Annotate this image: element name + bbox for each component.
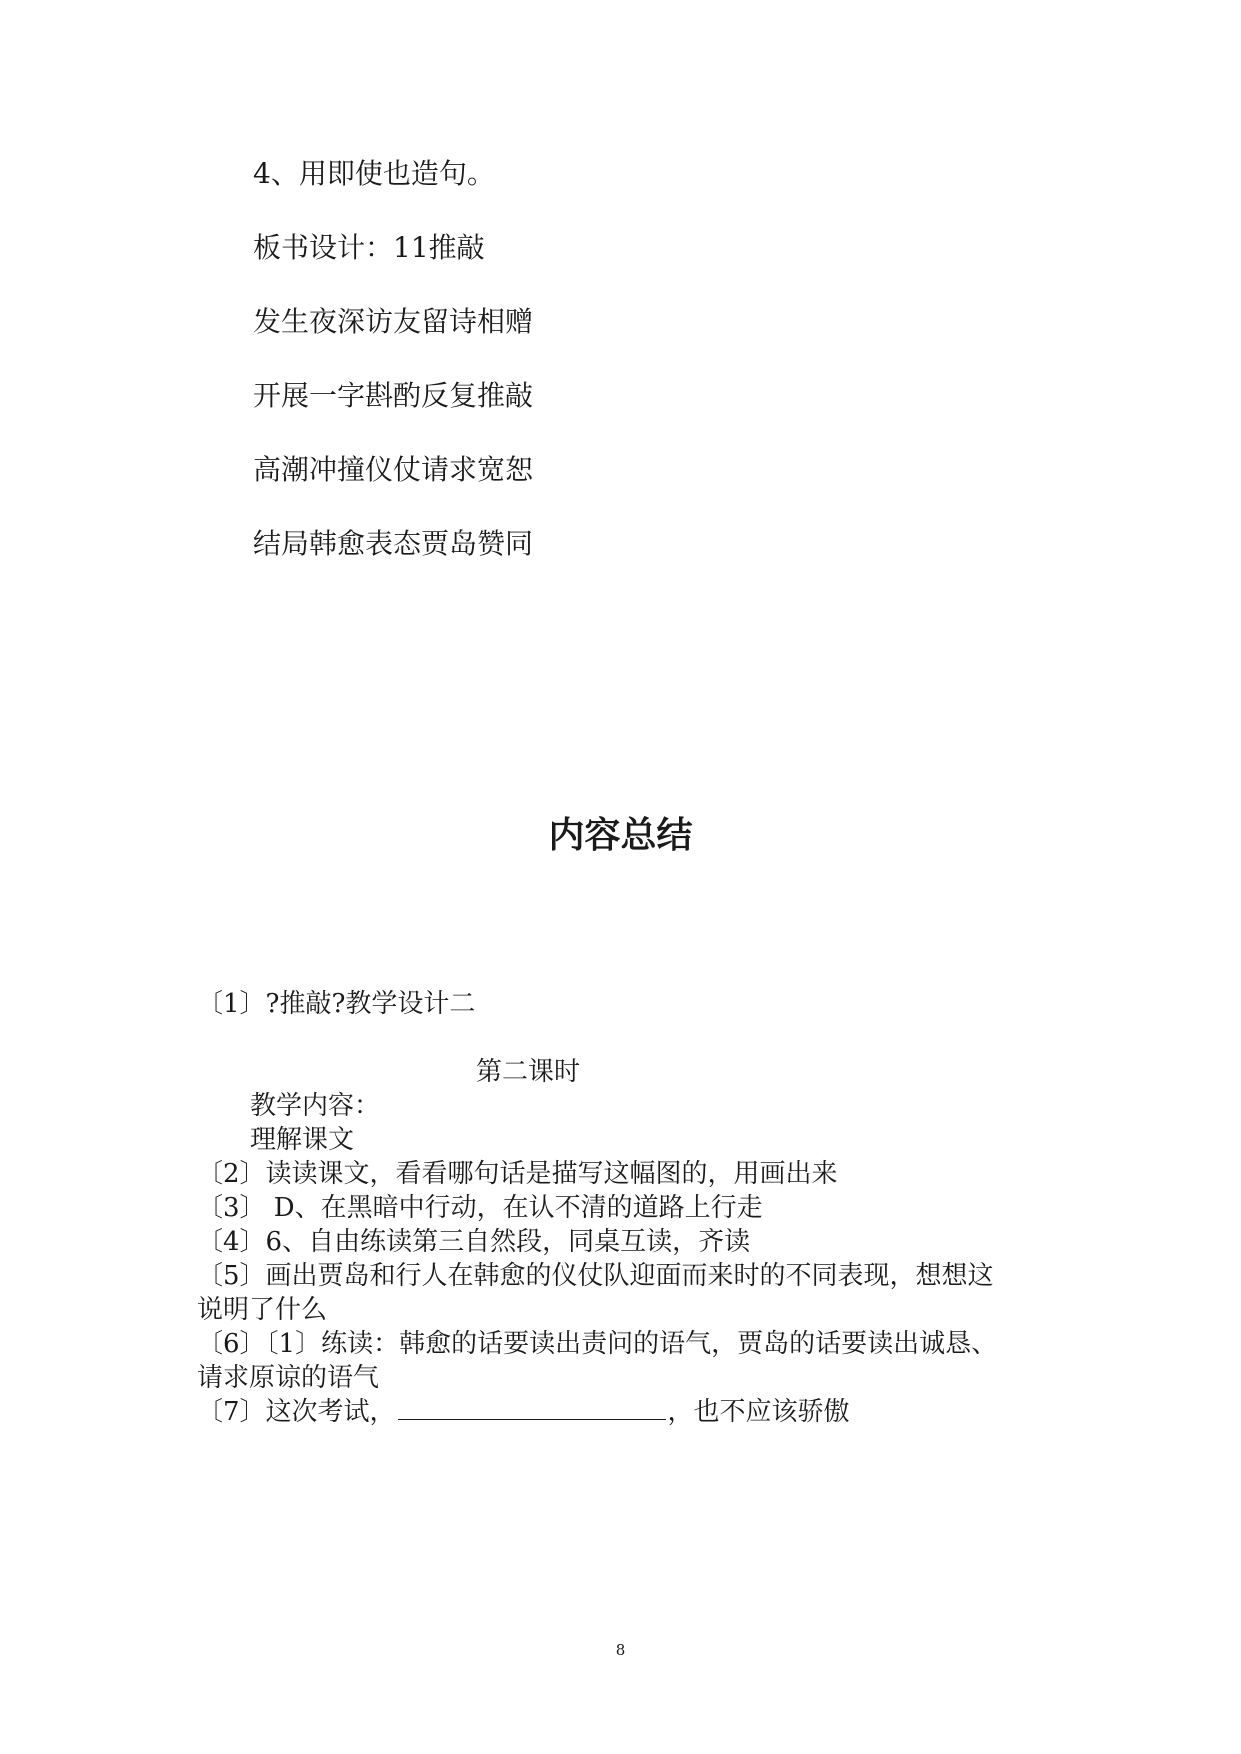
board-design-title: 板书设计：11推敲 [253, 231, 485, 264]
board-row-2: 开展一字斟酌反复推敲 [253, 379, 534, 412]
fill-in-blank [398, 1397, 666, 1420]
lesson-subtitle: 第二课时 [476, 1057, 581, 1087]
exercise-item-4: 4、用即使也造句。 [253, 157, 495, 190]
summary-item-7-prefix: 〔7〕这次考试， [197, 1397, 396, 1427]
content-value: 理解课文 [250, 1125, 355, 1155]
summary-item-6-line-1: 〔6〕〔1〕练读：韩愈的话要读出责问的语气，贾岛的话要读出诚恳、 [197, 1329, 998, 1359]
summary-item-5-line-1: 〔5〕画出贾岛和行人在韩愈的仪仗队迎面而来时的不同表现，想想这 [197, 1261, 994, 1291]
summary-item-7 [197, 1396, 850, 1428]
summary-item-7-suffix: ，也不应该骄傲 [667, 1397, 850, 1427]
board-row-4: 结局韩愈表态贾岛赞同 [253, 527, 534, 560]
summary-heading: 内容总结 [548, 815, 693, 856]
summary-item-5-line-2: 说明了什么 [197, 1295, 328, 1325]
summary-item-4: 〔4〕6、自由练读第三自然段，同桌互读，齐读 [197, 1227, 751, 1257]
summary-item-3: 〔3〕 D、在黑暗中行动，在认不清的道路上行走 [197, 1193, 763, 1223]
summary-item-2: 〔2〕读读课文，看看哪句话是描写这幅图的，用画出来 [197, 1159, 838, 1189]
content-label: 教学内容： [250, 1091, 381, 1121]
board-row-1: 发生夜深访友留诗相赠 [253, 305, 534, 338]
summary-item-1: 〔1〕?推敲?教学设计二 [197, 989, 476, 1019]
summary-item-6-line-2: 请求原谅的语气 [197, 1363, 380, 1393]
board-row-3: 高潮冲撞仪仗请求宽恕 [253, 453, 534, 486]
page-number: 8 [615, 1641, 626, 1659]
